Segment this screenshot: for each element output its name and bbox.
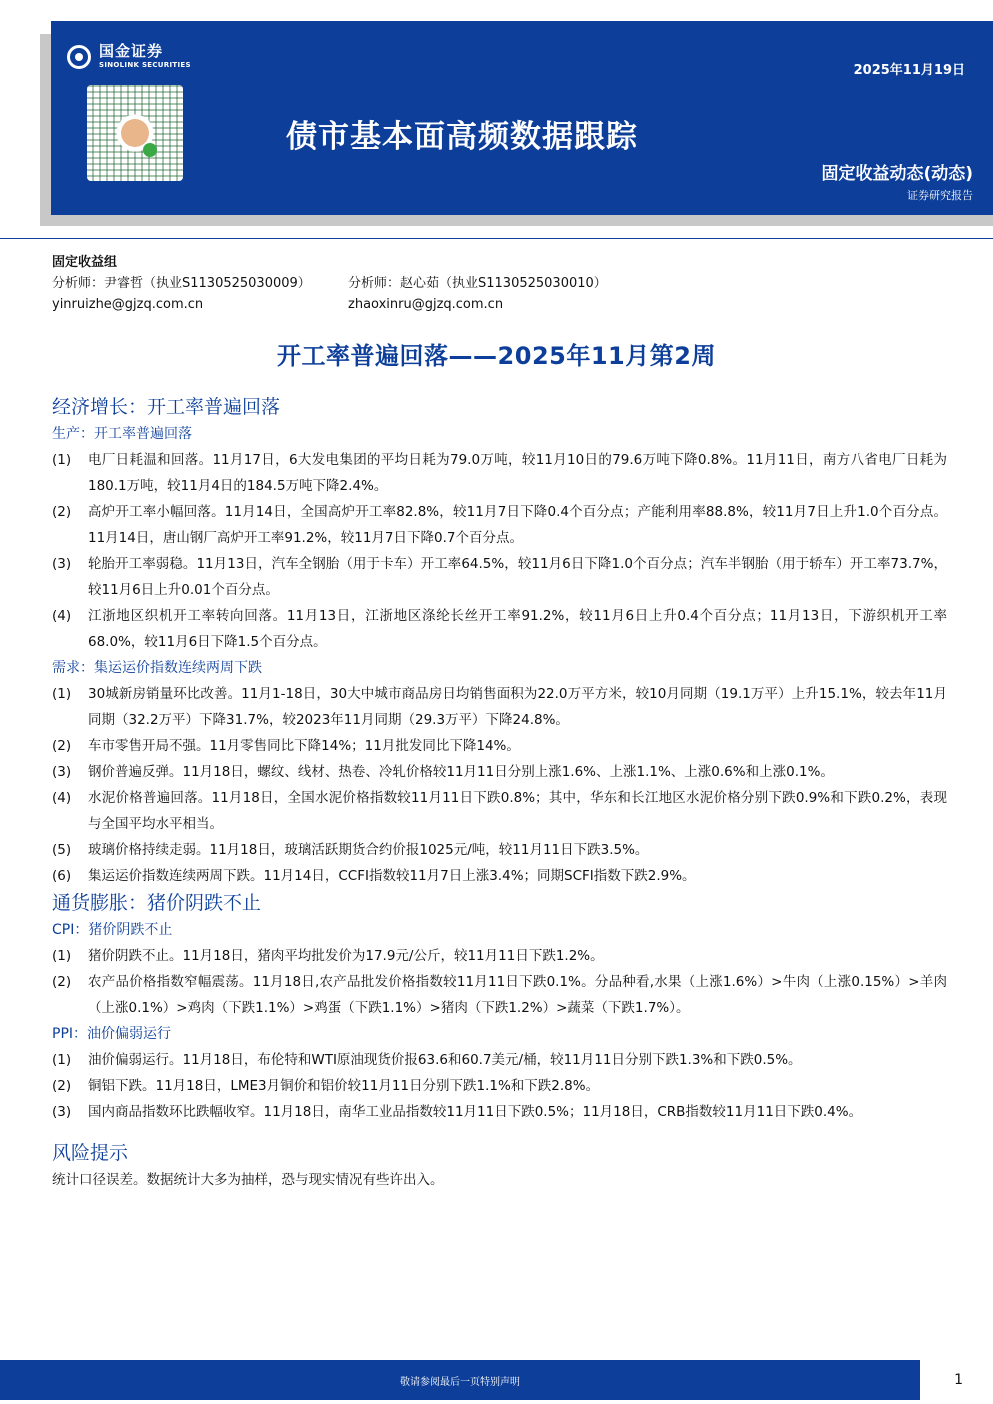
- section-heading-risk: 风险提示: [52, 1142, 129, 1164]
- item-number: (1): [52, 1052, 72, 1068]
- item-number: (3): [52, 1104, 72, 1120]
- analyst-2: 分析师：赵心茹（执业S1130525030010）: [348, 276, 607, 291]
- document-title: 开工率普遍回落——2025年11月第2周: [277, 342, 716, 370]
- miniprogram-badge-icon: [143, 143, 157, 157]
- report-subtype: 证券研究报告: [907, 189, 973, 202]
- qr-code-icon: [87, 85, 183, 181]
- item-text: 铜铝下跌。11月18日，LME3月铜价和铝价较11月11日分别下跌1.1%和下跌2.8%。: [88, 1078, 600, 1094]
- item-number: (5): [52, 842, 72, 858]
- cpi-list: [52, 943, 947, 1021]
- analyst-2-email[interactable]: zhaoxinru@gjzq.com.cn: [348, 297, 504, 312]
- logo-en: SINOLINK SECURITIES: [99, 61, 191, 69]
- subsection-heading-demand: 需求：集运运价指数连续两周下跌: [52, 660, 262, 676]
- item-text: 车市零售开局不强。11月零售同比下降14%；11月批发同比下降14%。: [88, 738, 520, 754]
- item-text: 电厂日耗温和回落。11月17日，6大发电集团的平均日耗为79.0万吨，较11月10日的79.6万吨下降0.8%。11月11日，南方八省电厂日耗为180.1万吨，较11月4日的184.5万吨下降2.4%。: [88, 452, 947, 494]
- item-number: (4): [52, 790, 72, 806]
- list-item: [52, 1073, 947, 1099]
- item-number: (1): [52, 452, 72, 468]
- list-item: [52, 863, 947, 889]
- production-list: [52, 447, 947, 655]
- subsection-heading-ppi: PPI：油价偏弱运行: [52, 1026, 172, 1042]
- list-item: [52, 785, 947, 837]
- analyst-1-email[interactable]: yinruizhe@gjzq.com.cn: [52, 297, 204, 312]
- item-number: (2): [52, 504, 72, 520]
- report-type: 固定收益动态(动态): [821, 164, 973, 184]
- list-item: [52, 969, 947, 1021]
- analyst-block: [52, 252, 607, 315]
- report-body: [52, 393, 947, 1193]
- item-text: 高炉开工率小幅回落。11月14日，全国高炉开工率82.8%，较11月7日下降0.4个百分点；产能利用率88.8%，较11月7日上升1.0个百分点。11月14日，唐山钢厂高炉开工率91.2%，较11月7日下降0.7个百分点。: [88, 504, 947, 546]
- list-item: [52, 551, 947, 603]
- logo-icon: [67, 45, 91, 69]
- item-number: (1): [52, 686, 72, 702]
- list-item: [52, 733, 947, 759]
- item-text: 油价偏弱运行。11月18日，布伦特和WTI原油现货价报63.6和60.7美元/桶，较11月11日分别下跌1.3%和下跌0.5%。: [88, 1052, 802, 1068]
- item-text: 江浙地区织机开工率转向回落。11月13日，江浙地区涤纶长丝开工率91.2%，较11月6日上升0.4个百分点；11月13日，下游织机开工率68.0%，较11月6日下降1.5个百分点。: [88, 608, 947, 650]
- item-number: (4): [52, 608, 72, 624]
- item-text: 30城新房销量环比改善。11月1-18日，30大中城市商品房日均销售面积为22.0万平方米，较10月同期（19.1万平）上升15.1%，较去年11月同期（32.2万平）下降31.7%，较2023年11月同期（29.3万平）下降24.8%。: [88, 686, 947, 728]
- header-divider: [0, 238, 993, 239]
- company-logo: [67, 43, 191, 70]
- list-item: [52, 943, 947, 969]
- logo-cn: 国金证券: [99, 42, 164, 60]
- team-name: 固定收益组: [52, 255, 118, 270]
- list-item: [52, 837, 947, 863]
- list-item: [52, 1047, 947, 1073]
- header-banner: [51, 21, 993, 215]
- list-item: [52, 447, 947, 499]
- section-heading-growth: 经济增长：开工率普遍回落: [52, 396, 281, 418]
- item-text: 钢价普遍反弹。11月18日，螺纹、线材、热卷、冷轧价格较11月11日分别上涨1.6%、上涨1.1%、上涨0.6%和上涨0.1%。: [88, 764, 834, 780]
- section-heading-inflation: 通货膨胀：猪价阴跌不止: [52, 892, 262, 914]
- report-title: 债市基本面高频数据跟踪: [286, 119, 638, 155]
- page-number: 1: [954, 1372, 963, 1388]
- item-number: (2): [52, 738, 72, 754]
- list-item: [52, 681, 947, 733]
- item-text: 国内商品指数环比跌幅收窄。11月18日，南华工业品指数较11月11日下跌0.5%；11月18日，CRB指数较11月11日下跌0.4%。: [88, 1104, 863, 1120]
- list-item: [52, 1099, 947, 1125]
- analyst-1: 分析师：尹睿哲（执业S1130525030009）: [52, 276, 311, 291]
- list-item: [52, 499, 947, 551]
- risk-text: 统计口径误差。数据统计大多为抽样，恐与现实情况有些许出入。: [52, 1172, 444, 1188]
- qr-center-logo: [121, 119, 149, 147]
- item-number: (2): [52, 974, 72, 990]
- item-number: (1): [52, 948, 72, 964]
- item-text: 轮胎开工率弱稳。11月13日，汽车全钢胎（用于卡车）开工率64.5%，较11月6日下降1.0个百分点；汽车半钢胎（用于轿车）开工率73.7%，较11月6日上升0.01个百分点。: [88, 556, 947, 598]
- item-number: (6): [52, 868, 72, 884]
- subsection-heading-production: 生产：开工率普遍回落: [52, 426, 192, 442]
- demand-list: [52, 681, 947, 889]
- subsection-heading-cpi: CPI：猪价阴跌不止: [52, 922, 173, 938]
- list-item: [52, 759, 947, 785]
- report-date: 2025年11月19日: [853, 63, 965, 78]
- item-text: 玻璃价格持续走弱。11月18日，玻璃活跃期货合约价报1025元/吨，较11月11日下跌3.5%。: [88, 842, 649, 858]
- item-number: (2): [52, 1078, 72, 1094]
- list-item: [52, 603, 947, 655]
- item-text: 水泥价格普遍回落。11月18日，全国水泥价格指数较11月11日下跌0.8%；其中，华东和长江地区水泥价格分别下跌0.9%和下跌0.2%，表现与全国平均水平相当。: [88, 790, 947, 832]
- ppi-list: [52, 1047, 947, 1125]
- item-text: 猪价阴跌不止。11月18日，猪肉平均批发价为17.9元/公斤，较11月11日下跌1.2%。: [88, 948, 604, 964]
- item-text: 农产品价格指数窄幅震荡。11月18日,农产品批发价格指数较11月11日下跌0.1%。分品种看,水果（上涨1.6%）>牛肉（上涨0.15%）>羊肉（上涨0.1%）>鸡肉（下跌1.1%）>鸡蛋（下跌1.1%）>猪肉（下跌1.2%）>蔬菜（下跌1.7%）。: [88, 974, 947, 1016]
- item-text: 集运运价指数连续两周下跌。11月14日，CCFI指数较11月7日上涨3.4%；同期SCFI指数下跌2.9%。: [88, 868, 696, 884]
- item-number: (3): [52, 556, 72, 572]
- item-number: (3): [52, 764, 72, 780]
- disclaimer-notice[interactable]: 敬请参阅最后一页特别声明: [400, 1377, 520, 1388]
